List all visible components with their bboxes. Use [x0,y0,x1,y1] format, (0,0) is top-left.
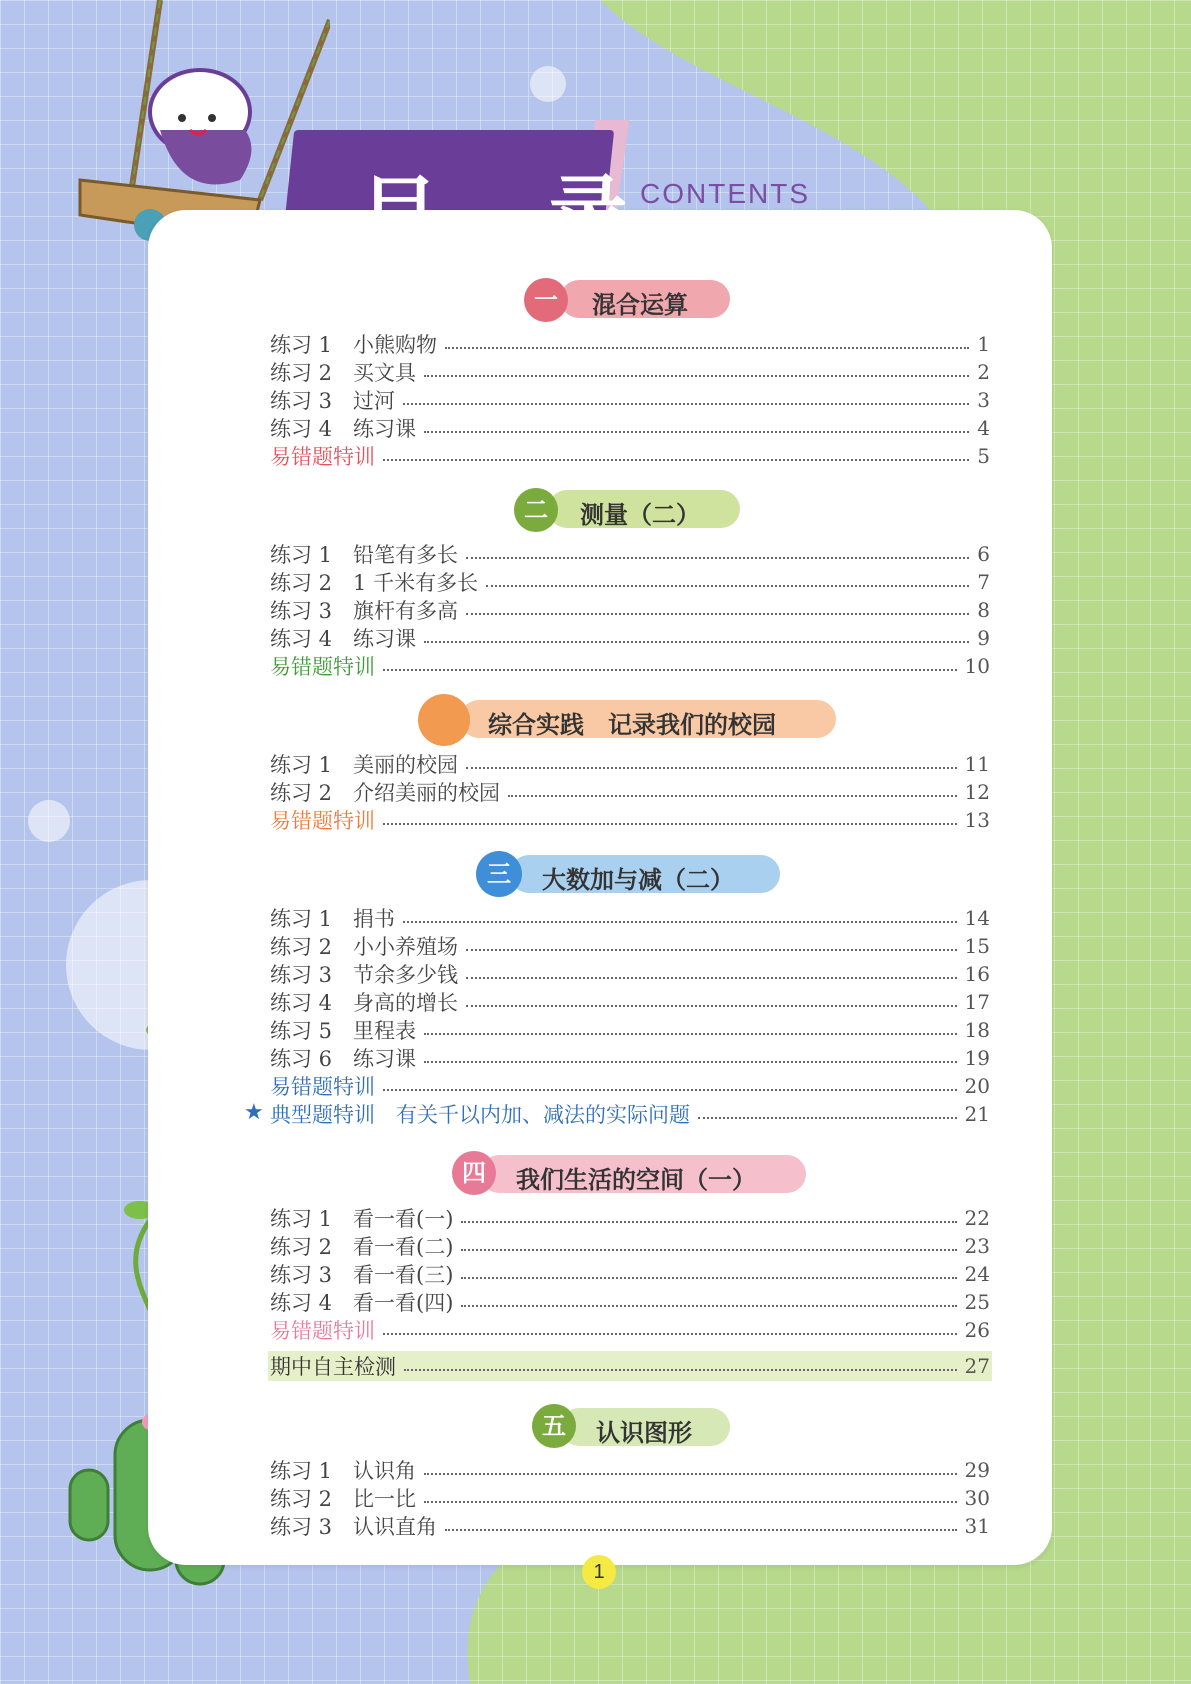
page-number: 26 [964,1318,990,1342]
page-number: 11 [964,752,990,776]
dot-leader [424,1501,957,1503]
page-number: 22 [964,1206,990,1230]
section-title: 综合实践 记录我们的校园 [488,711,776,739]
page-number: 6 [977,542,990,566]
entry-label: 练习 1 美丽的校园 [270,753,459,777]
toc-entry[interactable] [270,540,990,568]
entry-label: 练习 1 看一看(一) [270,1207,454,1231]
page-number: 14 [964,906,990,930]
toc-entry[interactable] [270,960,990,988]
dot-leader [383,1333,957,1335]
toc-entry[interactable] [270,778,990,806]
toc-entry-midterm-test[interactable] [270,1352,990,1380]
dot-leader [424,1033,957,1035]
entry-label: 练习 3 旗杆有多高 [270,599,459,623]
toc-entry[interactable] [270,988,990,1016]
page-number: 17 [964,990,990,1014]
toc-entry[interactable] [270,386,990,414]
dot-leader [461,1221,956,1223]
page-subtitle: CONTENTS [640,178,810,209]
page-number: 16 [964,962,990,986]
page-number: 15 [964,934,990,958]
toc-entry[interactable] [270,330,990,358]
section-badge: 五 [532,1404,576,1448]
entry-label: 练习 1 捐书 [270,907,396,931]
page-number: 9 [977,626,990,650]
dot-leader [424,375,969,377]
dot-leader [461,1277,956,1279]
entry-label: 易错题特训 [270,655,375,679]
decor-circle [530,66,566,102]
section-title: 我们生活的空间（一） [516,1166,756,1194]
entry-label: 练习 2 比一比 [270,1487,417,1511]
entry-label: 练习 2 看一看(二) [270,1235,454,1259]
page-number: 27 [964,1354,990,1378]
dot-leader [424,641,969,643]
dot-leader [698,1117,957,1119]
toc-entry[interactable] [270,1484,990,1512]
entry-label: 练习 1 铅笔有多长 [270,543,459,567]
entry-label: 练习 3 过河 [270,389,396,413]
dot-leader [404,1369,957,1371]
page-number: 1 [977,332,990,356]
page-number: 23 [964,1234,990,1258]
dot-leader [403,921,957,923]
dot-leader [466,613,969,615]
page-number-badge: 1 [582,1555,616,1589]
star-icon: ★ [244,1100,264,1125]
page-number: 24 [964,1262,990,1286]
entry-label: 练习 3 认识直角 [270,1515,438,1539]
section-title: 大数加与减（二） [542,866,734,894]
dot-leader [445,347,969,349]
toc-entry[interactable] [270,1232,990,1260]
toc-entry[interactable] [270,1512,990,1540]
page-number: 30 [964,1486,990,1510]
page-number: 25 [964,1290,990,1314]
dot-leader [466,949,957,951]
toc-entry[interactable] [270,904,990,932]
entry-label: 练习 3 节余多少钱 [270,963,459,987]
page-number: 13 [964,808,990,832]
dot-leader [508,795,957,797]
page-number: 29 [964,1458,990,1482]
toc-entry[interactable] [270,358,990,386]
page-number: 3 [977,388,990,412]
entry-label: 练习 4 身高的增长 [270,991,459,1015]
entry-label: 易错题特训 [270,445,375,469]
page-number: 7 [977,570,990,594]
entry-label: 练习 4 练习课 [270,627,417,651]
toc-entry[interactable] [270,1044,990,1072]
entry-label: 易错题特训 [270,809,375,833]
section-badge [418,694,470,746]
page-number: 4 [977,416,990,440]
dot-leader [466,977,957,979]
entry-label: 易错题特训 [270,1075,375,1099]
page-number: 12 [964,780,990,804]
toc-entry[interactable] [270,414,990,442]
toc-entry[interactable] [270,1016,990,1044]
dot-leader [383,1089,957,1091]
entry-label: 练习 6 练习课 [270,1047,417,1071]
section-title: 认识图形 [596,1419,692,1447]
section-badge: 四 [452,1151,496,1195]
entry-label: 期中自主检测 [270,1355,396,1379]
toc-entry-error-training[interactable] [270,1072,990,1100]
entry-label: 练习 2 小小养殖场 [270,935,459,959]
dot-leader [461,1249,956,1251]
toc-entry[interactable] [270,1288,990,1316]
toc-entry[interactable] [270,932,990,960]
dot-leader [383,459,969,461]
entry-label: 练习 4 练习课 [270,417,417,441]
page-number: 21 [964,1102,990,1126]
toc-entry[interactable] [270,596,990,624]
dot-leader [486,585,969,587]
section-title: 混合运算 [592,291,688,319]
toc-entry-typical-training[interactable] [270,1100,990,1128]
dot-leader [424,1061,957,1063]
toc-entry[interactable] [270,1204,990,1232]
toc-entry-error-training[interactable] [270,442,990,470]
page-number: 18 [964,1018,990,1042]
entry-label: 练习 1 小熊购物 [270,333,438,357]
dot-leader [383,823,957,825]
page-number: 31 [964,1514,990,1538]
entry-label: 练习 3 看一看(三) [270,1263,454,1287]
dot-leader [403,403,969,405]
page-number: 20 [964,1074,990,1098]
entry-label: 练习 1 认识角 [270,1459,417,1483]
dot-leader [383,669,957,671]
section-title: 测量（二） [580,501,700,529]
entry-label: 练习 2 1 千米有多长 [270,571,479,595]
dot-leader [424,1473,957,1475]
dot-leader [461,1305,956,1307]
section-badge: 三 [476,851,522,897]
dot-leader [466,557,969,559]
dot-leader [424,431,969,433]
entry-label: 练习 4 看一看(四) [270,1291,454,1315]
section-badge: 一 [524,278,568,322]
toc-entry[interactable] [270,1456,990,1484]
toc-entry-error-training[interactable] [270,652,990,680]
decor-circle [28,800,70,842]
dot-leader [445,1529,957,1531]
toc-entry[interactable] [270,624,990,652]
toc-entry[interactable] [270,568,990,596]
page-number: 2 [977,360,990,384]
section-badge: 二 [514,488,558,532]
dot-leader [466,767,957,769]
page-number: 19 [964,1046,990,1070]
toc-entry-error-training[interactable] [270,1316,990,1344]
entry-label: 练习 2 买文具 [270,361,417,385]
toc-entry[interactable] [270,750,990,778]
dot-leader [466,1005,957,1007]
entry-label: 练习 2 介绍美丽的校园 [270,781,501,805]
entry-label: 练习 5 里程表 [270,1019,417,1043]
entry-label: 典型题特训 有关千以内加、减法的实际问题 [270,1103,690,1127]
page-number: 8 [977,598,990,622]
page-number: 10 [964,654,990,678]
entry-label: 易错题特训 [270,1319,375,1343]
toc-entry-error-training[interactable] [270,806,990,834]
toc-entry[interactable] [270,1260,990,1288]
page-number: 5 [977,444,990,468]
